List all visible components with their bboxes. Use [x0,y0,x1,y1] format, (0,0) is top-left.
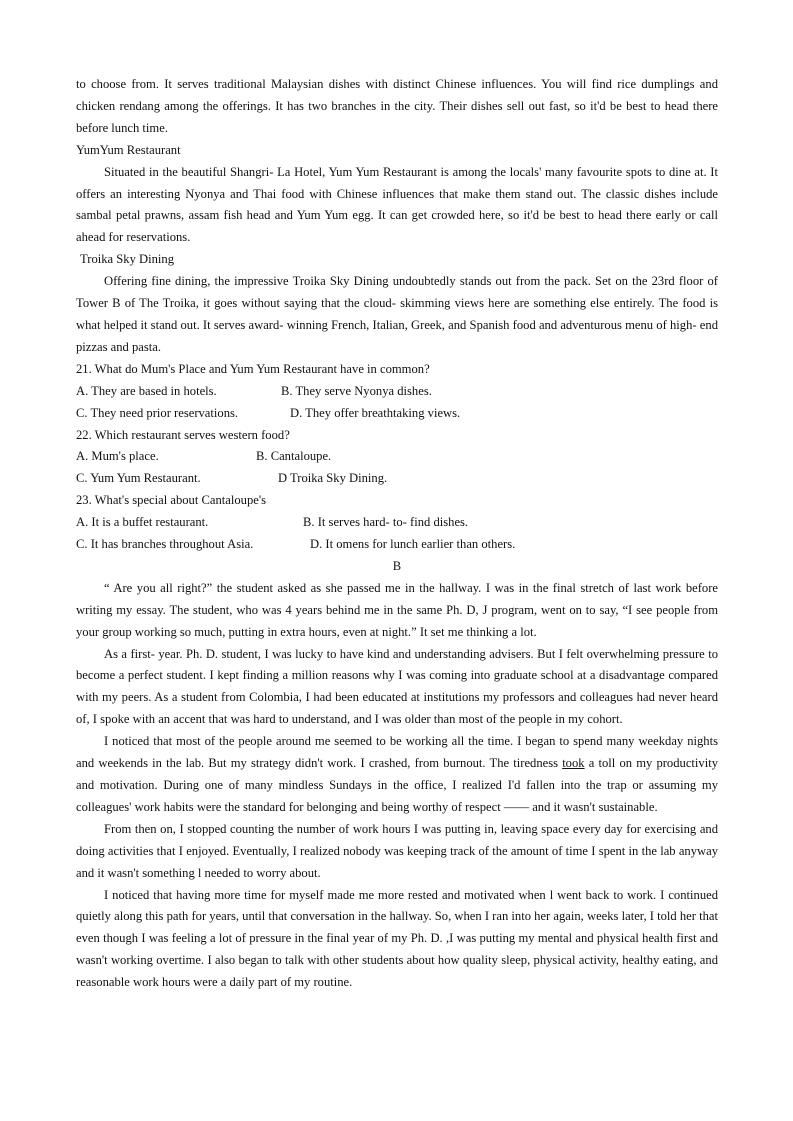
question-22-option-a: A. Mum's place. [76,449,159,464]
question-21-option-b: B. They serve Nyonya dishes. [281,383,432,398]
underlined-word-took: took [562,756,585,771]
section-b-paragraph-2: As a first- year. Ph. D. student, I was lucky to have kind and understanding advisers. But I felt overwhelming pressure to become a perfect student. I kept finding a million reasons why I was coming into graduate school at a disadvantage compared with my peers. As a student from Colombia, I had been educated at institutions my professors and colleagues had never heard of, I spoke with an accent that was hard to understand, and I was older than most of the people in my cohort. [76,646,718,727]
question-22-option-b: B. Cantaloupe. [256,449,332,464]
yumyum-paragraph: Situated in the beautiful Shangri- La Hotel, Yum Yum Restaurant is among the locals' many favourite spots to dine at. It offers an interesting Nyonya and Thai food with Chinese influences that make them stand out. The classic dishes include sambal petal prawns, assam fish head and Yum Yum egg. It can get crowded here, so it'd be best to head there early or call ahead for reservations. [76,164,718,245]
question-21-options-cd [76,403,718,425]
yumyum-heading: YumYum Restaurant [76,142,181,157]
section-b-paragraph-5: I noticed that having more time for myself made me more rested and motivated when l went back to work. I continued quietly along this path for years, until that conversation in the hallway. So, when I ran into her again, weeks later, I told her that even though I was feeling a lot of pressure in the final year of my Ph. D. ,I was putting my mental and physical health first and wasn't working overtime. I also began to talk with other students about how quality sleep, physical activity, healthy eating, and reasonable work hours were a daily part of my routine. [76,887,718,990]
question-21-options-ab [76,381,718,403]
question-22-option-d: D Troika Sky Dining. [278,471,388,486]
question-23-stem: 23. What's special about Cantaloupe's [76,493,267,508]
question-23-option-a: A. It is a buffet restaurant. [76,515,209,530]
troika-paragraph: Offering fine dining, the impressive Troika Sky Dining undoubtedly stands out from the pack. Set on the 23rd floor of Tower B of The Troika, it goes without saying that the cloud- skimming views here are something else entirely. The food is what helped it stand out. It serves award- winning French, Italian, Greek, and Spanish food and adventurous menu of high- end pizzas and pasta. [76,274,718,354]
document-page [76,74,718,994]
question-22-options-cd [76,468,718,490]
question-22-options-ab [76,446,718,468]
question-23-option-c: C. It has branches throughout Asia. [76,537,254,552]
section-b-paragraph-3 [76,731,718,819]
question-21-option-c: C. They need prior reservations. [76,405,239,420]
question-21-option-d: D. They offer breathtaking views. [290,405,461,420]
question-23-option-d: D. It omens for lunch earlier than others. [310,537,516,552]
question-22-stem: 22. Which restaurant serves western food? [76,427,290,442]
question-23-options-ab [76,512,718,534]
section-b-paragraph-4: From then on, I stopped counting the number of work hours I was putting in, leaving space every day for exercising and doing activities that I enjoyed. Eventually, I realized nobody was keeping track of the amount of time I spent in the lab anyway and it wasn't something l needed to worry about. [76,821,718,880]
paragraph-3-text-before: I noticed that most of the people around me seemed to be working all the time. I began to spend many weekday nights and weekends in the lab. But my strategy didn't work. I crashed, from burnout. The tiredness [76,734,718,771]
intro-paragraph: to choose from. It serves traditional Malaysian dishes with distinct Chinese influences. You will find rice dumplings and chicken rendang among the offerings. It has two branches in the city. Their dishes sell out fast, so it'd be best to head there before lunch time. [76,77,718,135]
section-b-paragraph-1: “ Are you all right?” the student asked as she passed me in the hallway. I was in the final stretch of last work before writing my essay. The student, who was 4 years behind me in the same Ph. D, J program, went on to say, “I see people from your group working so much, putting in extra hours, even at night.” It set me thinking a lot. [76,580,718,639]
section-b-label: B [392,558,402,573]
question-22-option-c: C. Yum Yum Restaurant. [76,471,201,486]
question-23-option-b: B. It serves hard- to- find dishes. [303,515,469,530]
question-21-option-a: A. They are based in hotels. [76,383,217,398]
question-23-options-cd [76,534,718,556]
question-21-stem: 21. What do Mum's Place and Yum Yum Restaurant have in common? [76,361,430,376]
troika-heading: Troika Sky Dining [80,252,175,267]
paragraph-3-text-after: a toll on my productivity and motivation. During one of many mindless Sundays in the office, I realized I'd fallen into the trap or assuming my colleagues' work habits were the standard for belonging and being worthy of respect —— and it wasn't sustainable. [76,756,719,814]
